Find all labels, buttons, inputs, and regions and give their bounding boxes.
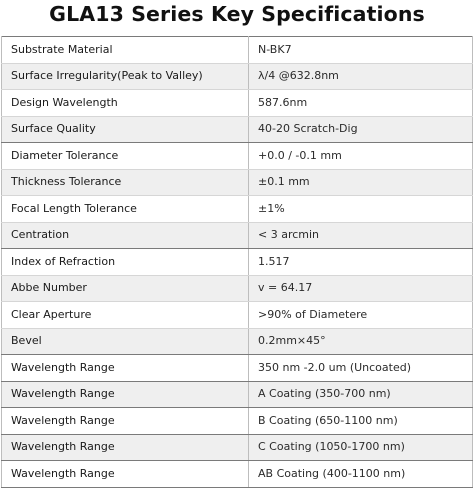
spec-row bbox=[2, 169, 473, 196]
spec-value: C Coating (1050-1700 nm) bbox=[249, 434, 473, 461]
spec-name: Surface Irregularity(Peak to Valley) bbox=[2, 63, 249, 90]
spec-value: +0.0 / -0.1 mm bbox=[249, 143, 473, 170]
spec-row bbox=[2, 249, 473, 276]
spec-value: A Coating (350-700 nm) bbox=[249, 381, 473, 408]
spec-table-body bbox=[2, 37, 473, 488]
spec-name: Wavelength Range bbox=[2, 408, 249, 435]
spec-value: >90% of Diametere bbox=[249, 302, 473, 329]
spec-row bbox=[2, 434, 473, 461]
spec-name: Focal Length Tolerance bbox=[2, 196, 249, 223]
spec-name: Wavelength Range bbox=[2, 355, 249, 382]
spec-row bbox=[2, 461, 473, 488]
spec-row bbox=[2, 381, 473, 408]
spec-name: Index of Refraction bbox=[2, 249, 249, 276]
spec-value: 587.6nm bbox=[249, 90, 473, 117]
spec-row bbox=[2, 222, 473, 249]
spec-value: 350 nm -2.0 um (Uncoated) bbox=[249, 355, 473, 382]
spec-value: ±1% bbox=[249, 196, 473, 223]
spec-value: λ/4 @632.8nm bbox=[249, 63, 473, 90]
spec-value: 1.517 bbox=[249, 249, 473, 276]
spec-row bbox=[2, 302, 473, 329]
spec-row bbox=[2, 90, 473, 117]
spec-value: AB Coating (400-1100 nm) bbox=[249, 461, 473, 488]
spec-row bbox=[2, 196, 473, 223]
spec-value: < 3 arcmin bbox=[249, 222, 473, 249]
spec-row bbox=[2, 143, 473, 170]
spec-name: Wavelength Range bbox=[2, 381, 249, 408]
spec-name: Wavelength Range bbox=[2, 461, 249, 488]
spec-name: Design Wavelength bbox=[2, 90, 249, 117]
spec-row bbox=[2, 37, 473, 64]
spec-name: Wavelength Range bbox=[2, 434, 249, 461]
spec-row bbox=[2, 275, 473, 302]
spec-row bbox=[2, 328, 473, 355]
spec-name: Centration bbox=[2, 222, 249, 249]
spec-value: N-BK7 bbox=[249, 37, 473, 64]
spec-value: v = 64.17 bbox=[249, 275, 473, 302]
spec-name: Clear Aperture bbox=[2, 302, 249, 329]
spec-name: Substrate Material bbox=[2, 37, 249, 64]
spec-value: ±0.1 mm bbox=[249, 169, 473, 196]
spec-name: Bevel bbox=[2, 328, 249, 355]
spec-row bbox=[2, 63, 473, 90]
page-title: GLA13 Series Key Specifications bbox=[49, 2, 425, 26]
spec-name: Abbe Number bbox=[2, 275, 249, 302]
spec-row bbox=[2, 116, 473, 143]
spec-table bbox=[1, 36, 473, 488]
spec-row bbox=[2, 408, 473, 435]
spec-row bbox=[2, 355, 473, 382]
spec-name: Thickness Tolerance bbox=[2, 169, 249, 196]
spec-name: Diameter Tolerance bbox=[2, 143, 249, 170]
spec-value: 0.2mm×45° bbox=[249, 328, 473, 355]
spec-value: 40-20 Scratch-Dig bbox=[249, 116, 473, 143]
spec-name: Surface Quality bbox=[2, 116, 249, 143]
spec-value: B Coating (650-1100 nm) bbox=[249, 408, 473, 435]
